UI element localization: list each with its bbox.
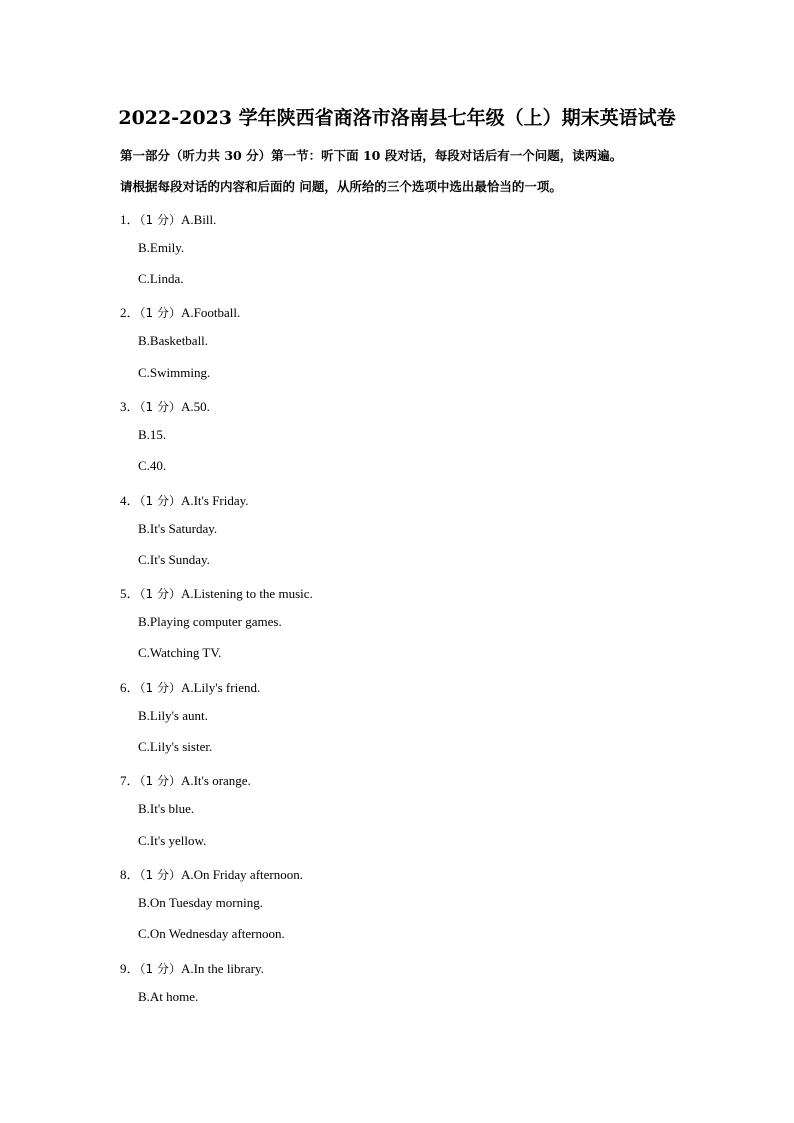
- question-number: 3．: [120, 399, 140, 414]
- question-number: 6．: [120, 680, 140, 695]
- option-a: A.It's orange.: [180, 773, 251, 788]
- option-b: B.It's Saturday.: [138, 521, 218, 536]
- option-a: A.Listening to the music.: [180, 586, 313, 601]
- question-7: [120, 770, 251, 789]
- question-5: [120, 583, 313, 602]
- question-score: （1 分）: [139, 306, 181, 320]
- option-a: A.It's Friday.: [180, 493, 249, 508]
- question-score: （1 分）: [139, 400, 181, 414]
- option-b: B.15.: [138, 427, 167, 442]
- option-a: A.Lily's friend.: [180, 680, 261, 695]
- option-a: A.On Friday afternoon.: [180, 867, 303, 882]
- question-2: [120, 302, 240, 321]
- question-number: 5．: [120, 586, 140, 601]
- page-title: 2022-2023 学年陕西省商洛市洛南县七年级（上）期末英语试卷: [118, 107, 676, 129]
- question-3: [120, 396, 210, 415]
- question-score: （1 分）: [139, 213, 181, 227]
- question-score: （1 分）: [139, 962, 181, 976]
- option-c: C.40.: [138, 458, 167, 473]
- question-9: [120, 958, 264, 977]
- option-a: A.In the library.: [180, 961, 264, 976]
- option-a: A.Football.: [180, 305, 241, 320]
- question-number: 1．: [120, 212, 140, 227]
- question-number: 7．: [120, 773, 140, 788]
- option-b: B.At home.: [138, 989, 199, 1004]
- option-b: B.Emily.: [138, 240, 185, 255]
- question-4: [120, 490, 249, 509]
- option-b: B.On Tuesday morning.: [138, 895, 263, 910]
- option-c: C.On Wednesday afternoon.: [138, 926, 285, 941]
- question-score: （1 分）: [139, 681, 181, 695]
- question-score: （1 分）: [139, 774, 181, 788]
- question-score: （1 分）: [139, 868, 181, 882]
- option-b: B.Playing computer games.: [138, 614, 282, 629]
- option-b: B.Lily's aunt.: [138, 708, 208, 723]
- question-number: 9．: [120, 961, 140, 976]
- question-6: [120, 677, 260, 696]
- option-c: C.Lily's sister.: [138, 739, 213, 754]
- option-a: A.Bill.: [180, 212, 217, 227]
- question-8: [120, 864, 303, 883]
- option-c: C.Swimming.: [138, 365, 211, 380]
- option-b: B.It's blue.: [138, 801, 195, 816]
- question-number: 2．: [120, 305, 140, 320]
- option-b: B.Basketball.: [138, 333, 209, 348]
- question-number: 8．: [120, 867, 140, 882]
- option-a: A.50.: [180, 399, 210, 414]
- question-score: （1 分）: [139, 587, 181, 601]
- option-c: C.It's Sunday.: [138, 552, 210, 567]
- question-1: [120, 209, 216, 228]
- intro-line-1: 第一部分（听力共 30 分）第一节：听下面 10 段对话，每段对话后有一个问题，读两遍。: [120, 148, 623, 163]
- option-c: C.Watching TV.: [138, 645, 222, 660]
- option-c: C.Linda.: [138, 271, 184, 286]
- question-score: （1 分）: [139, 494, 181, 508]
- question-number: 4．: [120, 493, 140, 508]
- option-c: C.It's yellow.: [138, 833, 207, 848]
- intro-line-2: 请根据每段对话的内容和后面的 问题，从所给的三个选项中选出最恰当的一项。: [120, 179, 562, 194]
